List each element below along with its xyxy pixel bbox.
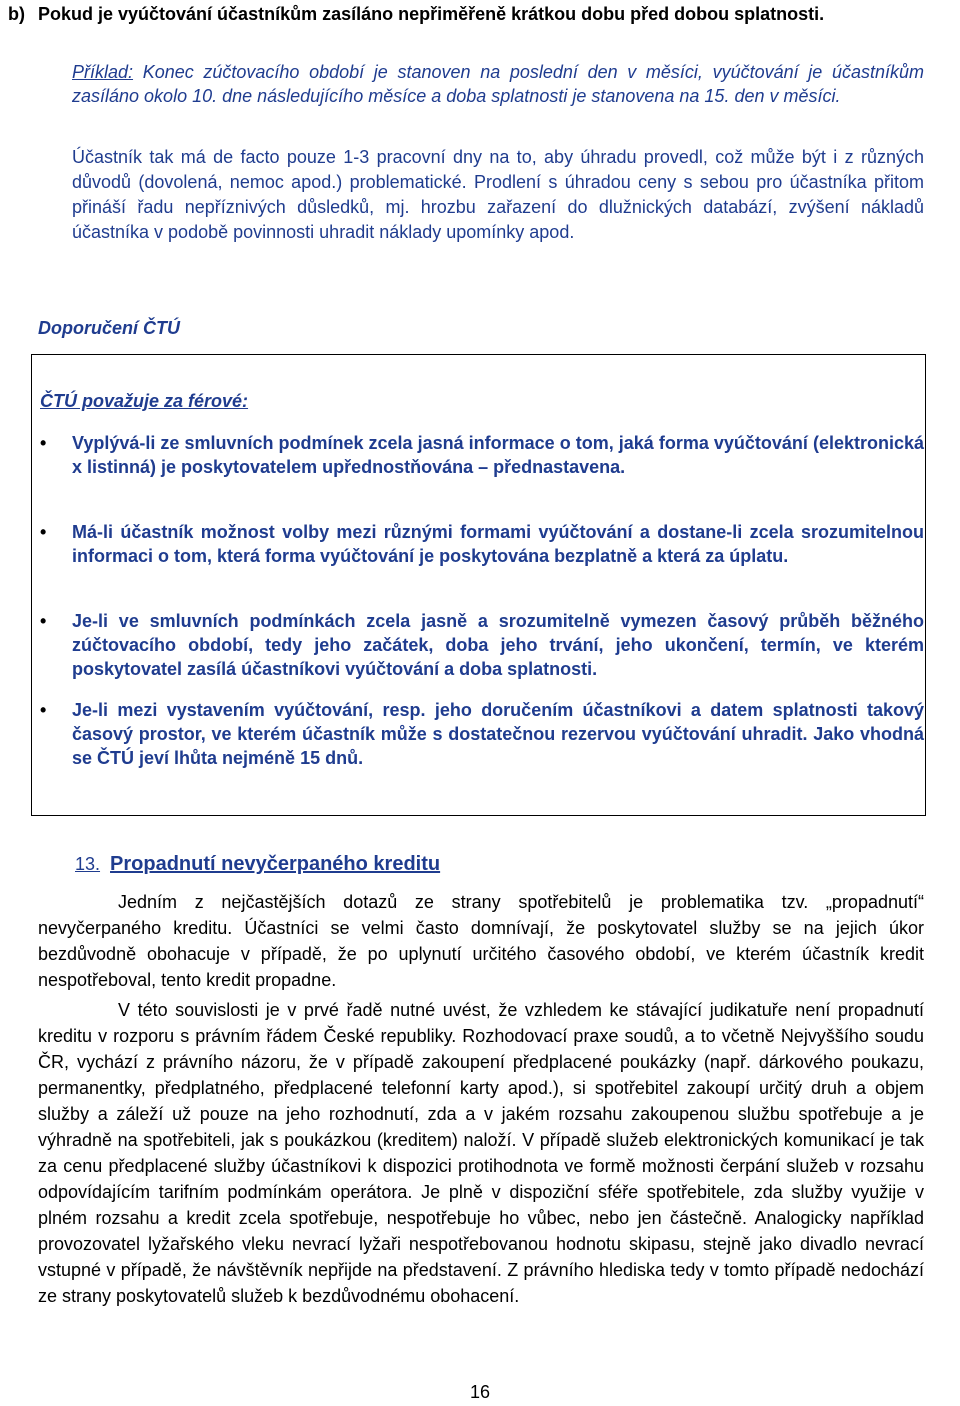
section-number: 13.: [75, 854, 101, 874]
bullet-text: Vyplývá-li ze smluvních podmínek zcela jasná informace o tom, jaká forma vyúčtování (elektronická x listinná) je poskytovatelem upřednostňována – přednastavena.: [72, 433, 924, 477]
recommendation-heading: Doporučení ČTÚ: [38, 318, 180, 338]
section-heading: Propadnutí nevyčerpaného kreditu: [110, 853, 441, 875]
paragraph-part-2: Prodlení s úhradou ceny s sebou pro účastníka přitom přináší řadu nepříznivých důsledků, mj. hrozbu zařazení do dlužnických databází, zvýšení nákladů účastníka v podobě povinnosti uhradit náklady upomínky apod.: [72, 172, 924, 242]
example-paragraph: [72, 60, 924, 108]
consequence-paragraph: [72, 145, 924, 245]
paragraph-part-1: Účastník tak má de facto pouze 1-3 pracovní dny na to, aby úhradu provedl, což může být i z různých důvodů (dovolená, nemoc apod.) problematické.: [72, 147, 924, 192]
bullet-item: [40, 698, 924, 770]
box-heading: ČTÚ považuje za férové:: [40, 391, 249, 411]
bullet-icon: •: [40, 522, 47, 542]
bullet-text: Je-li ve smluvních podmínkách zcela jasně a srozumitelně vymezen časový průběh běžného zúčtovacího období, tedy jeho začátek, doba jeho trvání, jeho ukončení, termín, ve kterém poskytovatel zasílá účastníkovi vyúčtování a doba splatnosti.: [72, 611, 924, 679]
section-title: [75, 853, 440, 876]
example-label: Příklad:: [72, 62, 134, 82]
bullet-text: Má-li účastník možnost volby mezi různými formami vyúčtování a dostane-li zcela srozumitelnou informaci o tom, která forma vyúčtování je poskytována bezplatně a která za úplatu.: [72, 522, 924, 566]
bullet-text: Je-li mezi vystavením vyúčtování, resp. jeho doručením účastníkovi a datem splatnosti takový časový prostor, ve kterém účastník může s dostatečnou rezervou vyúčtování uhradit. Jako vhodná se ČTÚ jeví lhůta nejméně 15 dnů.: [72, 700, 924, 768]
list-item-text: Pokud je vyúčtování účastníkům zasíláno nepřiměřeně krátkou dobu před dobou splatnosti.: [38, 4, 825, 24]
body-paragraph-1: Jedním z nejčastějších dotazů ze strany spotřebitelů je problematika tzv. „propadnutí“ nevyčerpaného kreditu. Účastníci se velmi často domnívají, že poskytovatel služby se na jejich úkor bezdůvodně obohacuje v případě, že po uplynutí určitého časového období, ve kterém účastník kredit nespotřeboval, tento kredit propadne.: [38, 892, 924, 990]
bullet-icon: •: [40, 611, 47, 631]
page-number: 16: [469, 1382, 491, 1402]
bullet-item: [40, 431, 924, 479]
bullet-icon: •: [40, 700, 47, 720]
recommendation-box: [31, 354, 926, 816]
list-marker: b): [8, 4, 25, 24]
bullet-item: [40, 520, 924, 568]
bullet-icon: •: [40, 433, 47, 453]
bullet-item: [40, 609, 924, 681]
list-item-b: [8, 2, 928, 26]
body-paragraph-2: V této souvislosti je v prvé řadě nutné uvést, že vzhledem ke stávající judikatuře není propadnutí kreditu v rozporu s právním řádem České republiky. Rozhodovací praxe soudů, a to včetně Nejvyššího soudu ČR, vychází z právního názoru, že v případě zakoupení předplacené poukázky (např. dárkového poukazu, permanentky, předplatného, předplacené telefonní karty apod.), si spotřebitel zakoupí určitý druh a objem služby a záleží už pouze na jeho rozhodnutí, zda a v jakém rozsahu zakoupenou službu spotřebuje a je výhradně na spotřebiteli, jak s poukázkou (kreditem) naloží. V případě služeb elektronických komunikací je tak za cenu předplacené služby účastníkovi k dispozici protihodnota ve formě možnosti čerpání služeb v rozsahu odpovídajícím tarifním podmínkám operátora. Je plně v dispoziční sféře spotřebitele, zda služby využije v plném rozsahu a kredit zcela spotřebuje, nespotřebuje ho vůbec, nebo jen částečně. Analogicky například provozovatel lyžařského vleku nevrací lyžaři nespotřebovanou hodnotu skipasu, stejně jako divadlo nevrací vstupné v případě, že návštěvník nepřijde na představení. Z právního hlediska tedy v tomto případě nedochází ze strany poskytovatelů služeb k bezdůvodnému obohacení.: [38, 1000, 924, 1306]
example-text: Konec zúčtovacího období je stanoven na poslední den v měsíci, vyúčtování je účastníkům zasíláno okolo 10. dne následujícího měsíce a doba splatnosti je stanovena na 15. den v měsíci.: [72, 62, 924, 106]
